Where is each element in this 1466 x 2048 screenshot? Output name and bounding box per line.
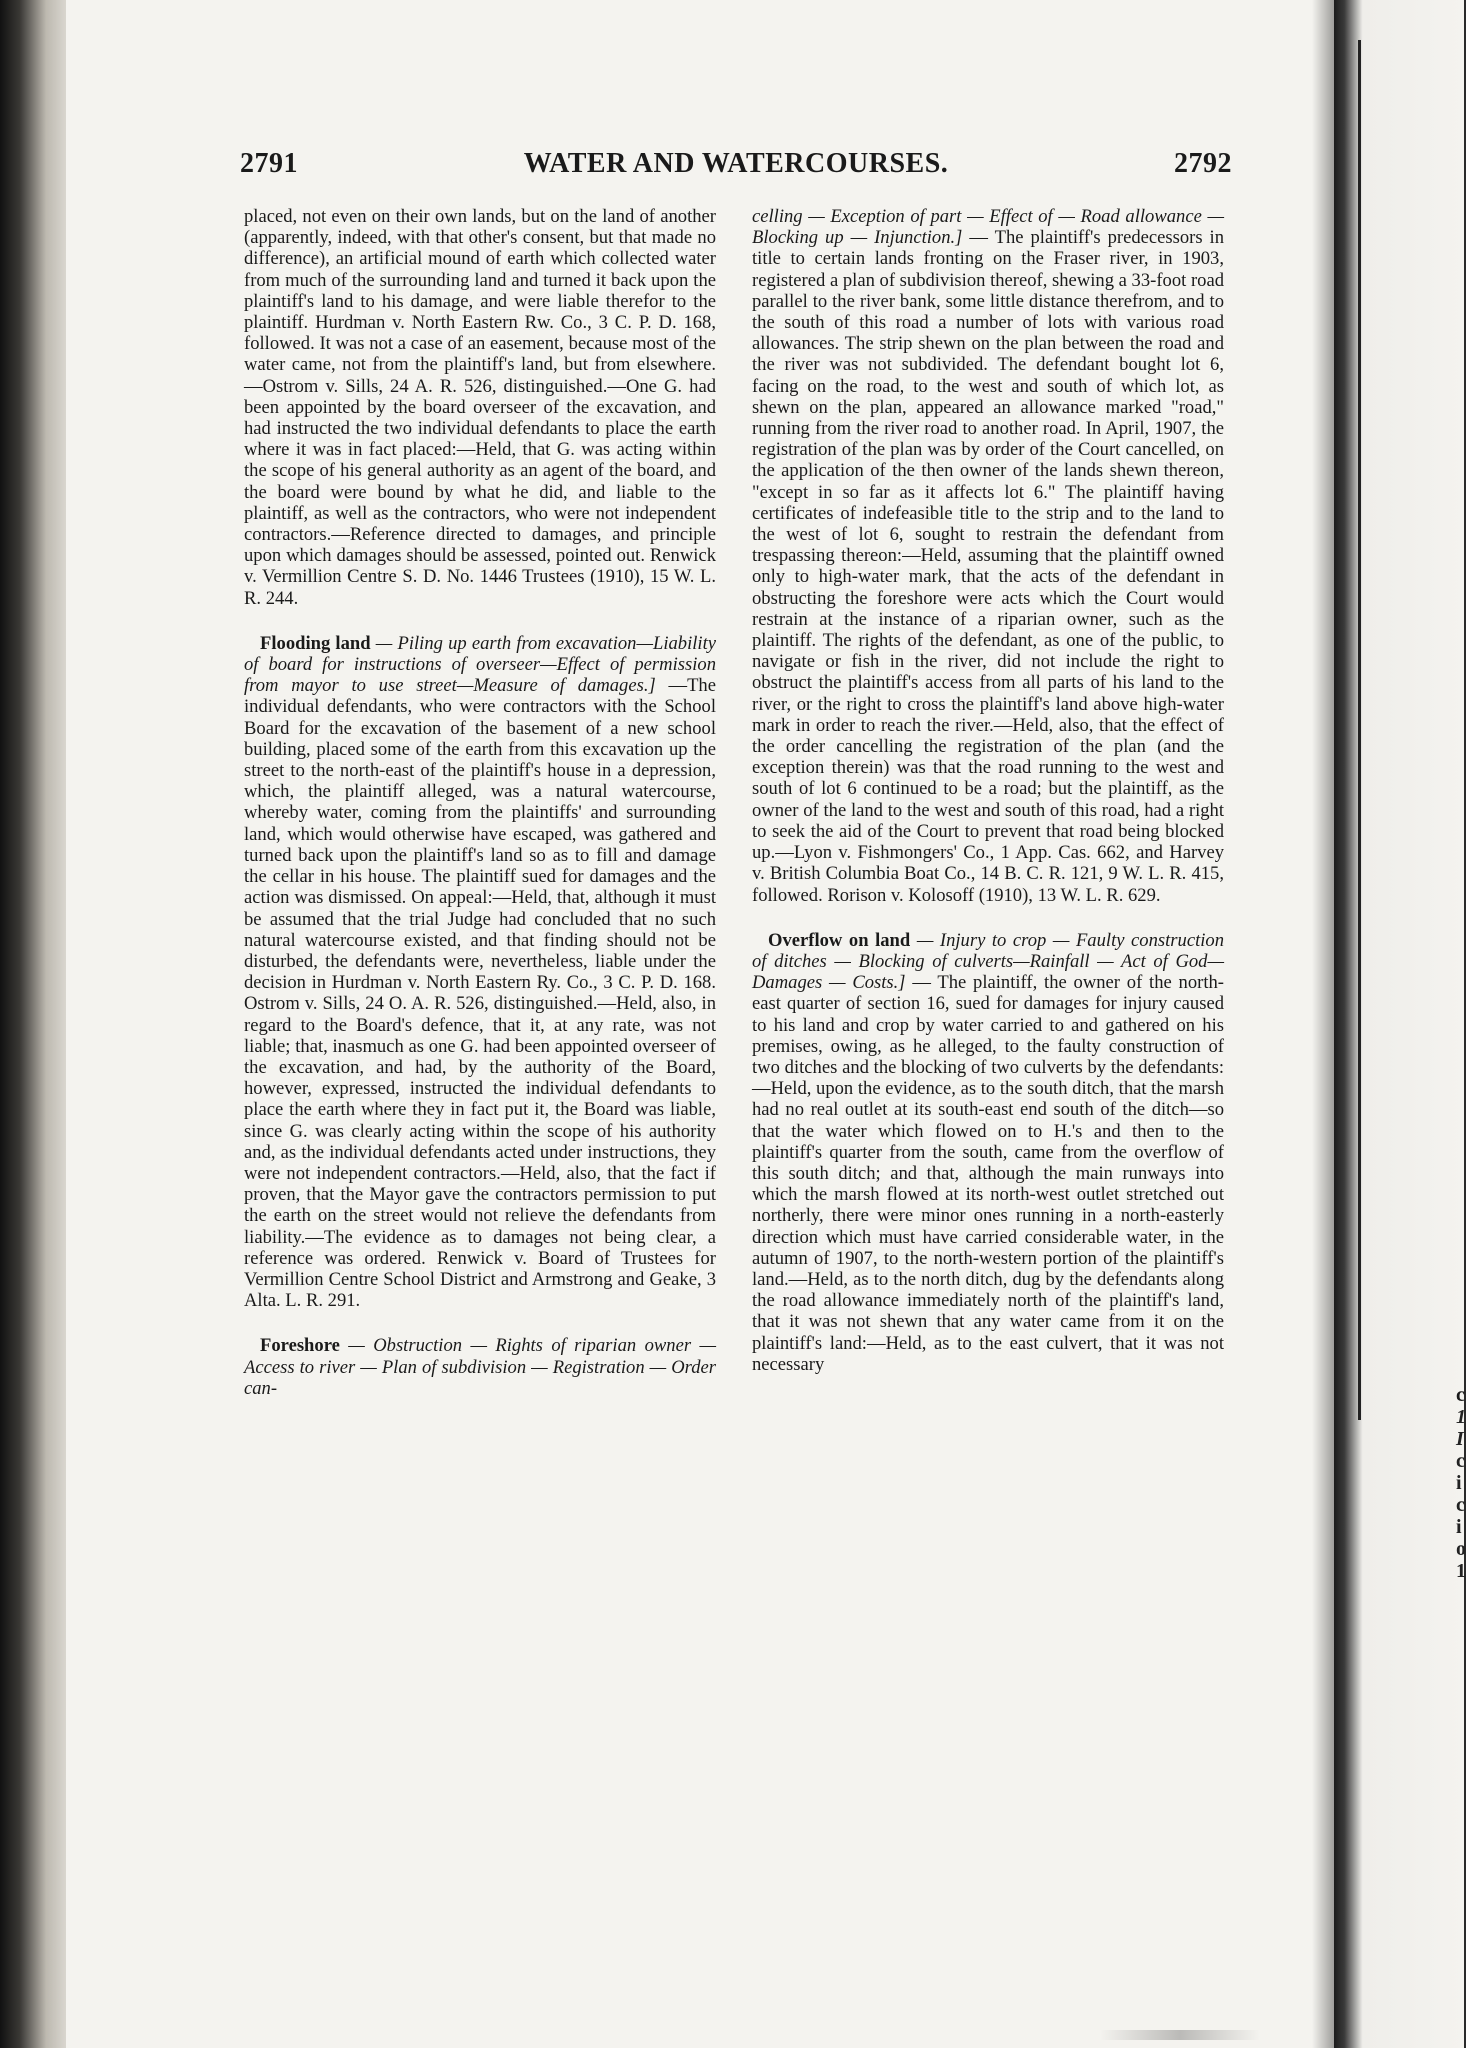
entry-headword: Foreshore <box>260 1335 340 1357</box>
page-number-right: 2792 <box>1174 148 1232 179</box>
entry-catchwords: celling — Exception of part — Effect of — Road allowance — Blocking up — Injunction.] <box>752 206 1224 249</box>
entry-headword: Flooding land <box>260 632 371 654</box>
entry-flooding-land <box>244 633 716 1312</box>
peek-char: I <box>1456 1428 1464 1450</box>
peek-char: c <box>1456 1494 1465 1516</box>
peek-char: i <box>1456 1472 1462 1494</box>
entry-body: — The plaintiff's predecessors in title to certain lands fronting on the Fraser river, in 1903, registered a plan of subdivision thereof, shewing a 33-foot road parallel to the river bank, some little distance therefrom, and to the south of this road a number of lots with various road allowances. The strip shewn on the plan between the road and the river was not subdivided. The defendant bought lot 6, facing on the road, to the west and south of which lot, as shewn on the plan, appeared an allowance marked "road," running from the river road to another road. In April, 1907, the registration of the plan was by order of the Court cancelled, on the application of the then owner of the lands shewn thereon, "except in so far as it affects lot 6." The plaintiff having certificates of indefeasible title to the strip and to the land to the west of lot 6, sought to restrain the defendant from trespassing thereon:—Held, assuming that the plaintiff owned only to high-water mark, that the acts of the defendant in obstructing the foreshore were acts which the Court would restrain at the instance of a riparian owner, such as the plaintiff. The rights of the defendant, as one of the public, to navigate or fish in the river, did not include the right to obstruct the plaintiff's access from all parts of his land to the river, or the right to cross the plaintiff's land above high-water mark in order to reach the river.—Held, also, that the effect of the order cancelling the registration of the plan (and the exception therein) was that the road running to the west and south of lot 6 continued to be a road; but the plaintiff, as the owner of the land to the west and south of this road, had a right to seek the aid of the Court to prevent that road being blocked up.—Lyon v. Fishmongers' Co., 1 App. Cas. 662, and Harvey v. British Columbia Boat Co., 14 B. C. R. 121, 9 W. L. R. 415, followed. Rorison v. Kolosoff (1910), 13 W. L. R. 629. <box>752 227 1224 906</box>
peek-char: 1 <box>1456 1560 1466 1582</box>
left-column <box>244 206 716 1399</box>
entry-catchwords: — Piling up earth from excavation—Liability of board for instructions of overseer—Effect of permission from mayor to use street—Measure of damages.] <box>244 632 716 697</box>
peek-char: o <box>1456 1538 1466 1560</box>
entry-foreshore-continued <box>752 206 1224 906</box>
page-number-left: 2791 <box>240 148 298 179</box>
next-page-column-rule <box>1358 40 1361 1420</box>
entry-catchwords: — Injury to crop — Faulty construction of ditches — Blocking of culverts—Rainfall — Act of God—Damages — Costs.] <box>752 929 1224 994</box>
next-page-edge <box>1334 0 1464 2048</box>
entry-body: — The plaintiff, the owner of the north-east quarter of section 16, sued for damages for injury caused to his land and crop by water carried to and gathered on his premises, owing, as he alleged, to the faulty construction of two ditches and the blocking of two culverts by the defendants:—Held, upon the evidence, as to the south ditch, that the marsh had no real outlet at its south-east end south of the ditch—so that the water which flowed on to H.'s and then to the plaintiff's quarter from the south, came from the overflow of this south ditch; and that, although the main runways into which the marsh flowed at its north-west outlet stretched out northerly, there were minor ones running in a north-easterly direction which must have carried considerable water, in the autumn of 1907, to the north-western portion of the plaintiff's land.—Held, as to the north ditch, dug by the defendants along the road allowance immediately north of the plaintiff's land, that it was not shewn that any water came from it on the plaintiff's land:—Held, as to the east culvert, that it was not necessary <box>752 972 1224 1375</box>
peek-char: 1 <box>1456 1406 1466 1428</box>
right-column <box>752 206 1224 1375</box>
peek-char: i <box>1456 1516 1462 1538</box>
entry-headword: Overflow on land <box>768 929 911 951</box>
peek-char: c <box>1456 1450 1465 1472</box>
page-smudge <box>1100 2030 1260 2040</box>
peek-char: c <box>1456 1384 1465 1406</box>
continuation-paragraph: placed, not even on their own lands, but on the land of another (apparently, indeed, with that other's consent, but that made no difference), an artificial mound of earth which collected water from much of the surrounding land and turned it back upon the plaintiff's land to his damage, and were liable therefor to the plaintiff. Hurdman v. North Eastern Rw. Co., 3 C. P. D. 168, followed. It was not a case of an easement, because most of the water came, not from the plaintiff's land, but from elsewhere.—Ostrom v. Sills, 24 A. R. 526, distinguished.—One G. had been appointed by the board overseer of the excavation, and had instructed the two individual defendants to place the earth where it was in fact placed:—Held, that G. was acting within the scope of his general authority as an agent of the board, and the board were bound by what he did, and liable to the plaintiff, as well as the contractors, who were not independent contractors.—Reference directed to damages, and principle upon which damages should be assessed, pointed out. Renwick v. Vermillion Centre S. D. No. 1446 Trustees (1910), 15 W. L. R. 244. <box>244 206 716 609</box>
book-edge-left <box>0 0 66 2048</box>
entry-catchwords: — Obstruction — Rights of riparian owner — Access to river — Plan of subdivision — Registration — Order can- <box>244 1335 716 1399</box>
entry-overflow-on-land <box>752 930 1224 1375</box>
entry-foreshore <box>244 1335 716 1399</box>
page-title: WATER AND WATERCOURSES. <box>523 148 949 179</box>
entry-body: —The individual defendants, who were contractors with the School Board for the excavation of the basement of a new school building, placed some of the earth from this excavation up the street to the north-east of the plaintiff's house in a depression, which, the plaintiff alleged, was a natural watercourse, whereby water, coming from the plaintiffs' and surrounding land, which would otherwise have escaped, was gathered and turned back upon the plaintiff's land so as to fill and damage the cellar in his house. The plaintiff sued for damages and the action was dismissed. On appeal:—Held, that, although it must be assumed that the trial Judge had concluded that no such natural watercourse existed, and that finding should not be disturbed, the defendants were, nevertheless, liable under the decision in Hurdman v. North Eastern Ry. Co., 3 C. P. D. 168. Ostrom v. Sills, 24 O. A. R. 526, distinguished.—Held, also, in regard to the Board's defence, that it, at any rate, was not liable; that, inasmuch as one G. had been appointed overseer of the excavation, and had, by the authority of the Board, however, expressed, instructed the individual defendants to place the earth where they in fact put it, the Board was liable, since G. was clearly acting within the scope of his authority and, as the individual defendants acted under instructions, they were not independent contractors.—Held, also, that the fact if proven, that the Mayor gave the contractors permission to put the earth on the street would not relieve the defendants from liability.—The evidence as to damages not being clear, a reference was ordered. Renwick v. Board of Trustees for Vermillion Centre School District and Armstrong and Geake, 3 Alta. L. R. 291. <box>244 675 716 1312</box>
running-head <box>240 148 1232 188</box>
